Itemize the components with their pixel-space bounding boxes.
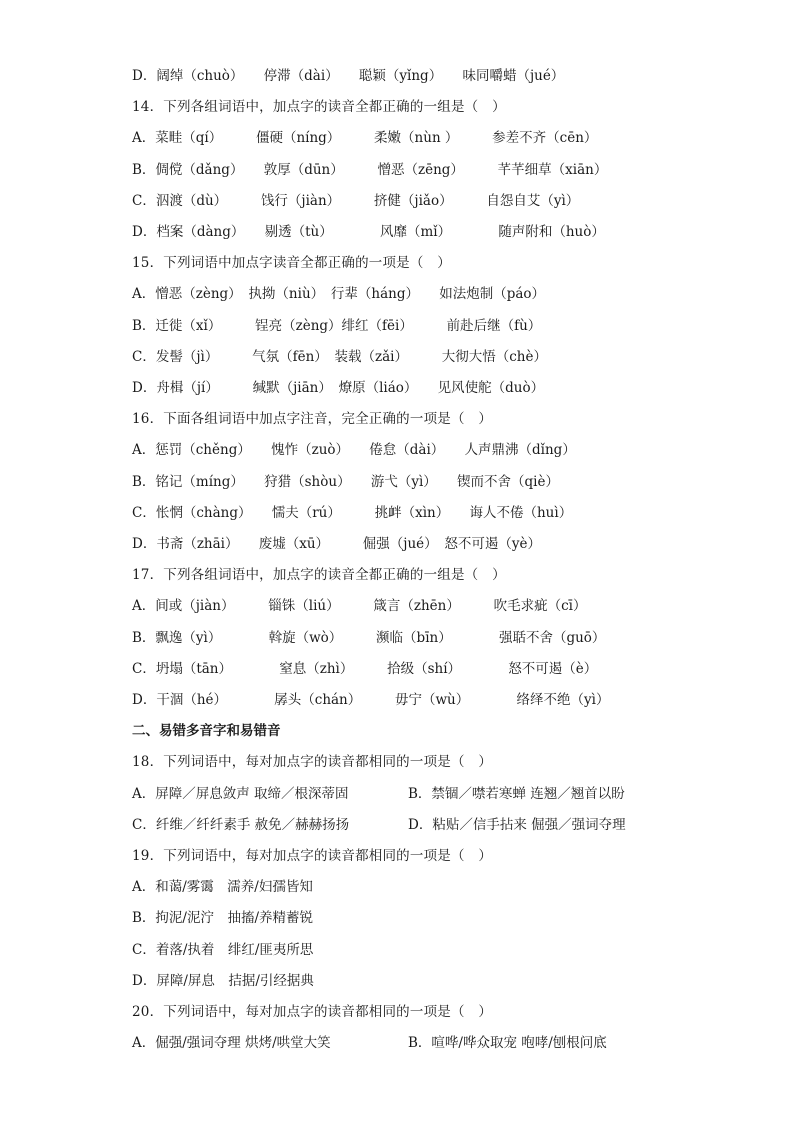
answer-option: B．飘逸（yì） 斡旋（wò） 濒临（bīn） 强聒不舍（guō） — [132, 629, 606, 646]
answer-option: A．间或（jiàn） 锱铢（liú） 箴言（zhēn） 吹毛求疵（cī） — [132, 598, 587, 615]
option-left: A．屏障／屏息敛声 取缔／根深蒂固 — [132, 785, 349, 802]
answer-option: C．发髻（jì） 气氛（fēn） 装载（zǎi） 大彻大悟（chè） — [132, 348, 547, 365]
option-right: D．粘贴／信手拈来 倔强／强词夺理 — [408, 816, 626, 833]
question-stem: 14．下列各组词语中，加点字的读音全都正确的一组是（ ） — [132, 99, 506, 116]
option-left: A．倔强/强词夺理 烘烤/哄堂大笑 — [132, 1035, 331, 1052]
answer-option: B．迁徙（xǐ） 锃亮（zèng）绯红（fēi） 前赴后继（fù） — [132, 317, 542, 334]
question-stem: 17．下列各组词语中，加点字的读音全都正确的一组是（ ） — [132, 567, 506, 584]
section-heading: 二、易错多音字和易错音 — [132, 723, 281, 740]
answer-option: A．和蔼/雾霭 濡养/妇孺皆知 — [132, 879, 313, 896]
answer-option: B．铭记（míng） 狩猎（shòu） 游弋（yì） 锲而不舍（qiè） — [132, 473, 559, 490]
answer-option: C．着落/执着 绯红/匪夷所思 — [132, 941, 314, 958]
question-stem: 19．下列词语中，每对加点字的读音都相同的一项是（ ） — [132, 848, 493, 864]
answer-option: C．坍塌（tān） 窒息（zhì） 拾级（shí） 怒不可遏（è） — [132, 660, 598, 677]
option-left: C．纤维／纤纤素手 赦免／赫赫扬扬 — [132, 816, 350, 833]
question-stem: 20．下列词语中，每对加点字的读音都相同的一项是（ ） — [132, 1004, 493, 1020]
answer-option: C．怅惘（chàng） 懦夫（rú） 挑衅（xìn） 诲人不倦（huì） — [132, 504, 573, 521]
option-right: B．禁锢／噤若寒蝉 连翘／翘首以盼 — [408, 785, 625, 802]
answer-option: A．憎恶（zèng） 执拗（niù） 行辈（háng） 如法炮制（páo） — [132, 286, 546, 303]
answer-option: C．泅渡（dù） 饯行（jiàn） 挤健（jiǎo） 自怨自艾（yì） — [132, 192, 580, 209]
answer-option: A．菜畦（qí） 僵硬（níng） 柔嫩（nùn ） 参差不齐（cēn） — [132, 130, 598, 147]
answer-option: D．阔绰（chuò） 停滞（dài） 聪颖（yǐng） 味同嚼蜡（jué） — [132, 68, 565, 84]
answer-option: A．惩罚（chěng） 愧怍（zuò） 倦怠（dài） 人声鼎沸（dǐng） — [132, 442, 576, 459]
option-right: B．喧哗/哗众取宠 咆哮/刨根问底 — [408, 1035, 607, 1052]
question-stem: 16．下面各组词语中加点字注音，完全正确的一项是（ ） — [132, 411, 493, 428]
answer-option: D．书斋（zhāi） 废墟（xū） 倔强（jué） 怒不可遏（yè） — [132, 536, 542, 552]
question-stem: 15．下列词语中加点字读音全都正确的一项是（ ） — [132, 255, 451, 272]
answer-option: D．干涸（hé） 孱头（chán） 毋宁（wù） 络绎不绝（yì） — [132, 692, 610, 708]
question-stem: 18．下列词语中，每对加点字的读音都相同的一项是（ ） — [132, 754, 493, 771]
answer-option: D．舟楫（jí） 缄默（jiān） 燎原（liáo） 见风使舵（duò） — [132, 380, 545, 396]
answer-option: B．倜傥（dǎng） 敦厚（dūn） 憎恶（zēng） 芊芊细草（xiān） — [132, 161, 608, 178]
answer-option: D．档案（dàng） 剔透（tù） 风靡（mǐ） 随声附和（huò） — [132, 224, 605, 240]
answer-option: B．拘泥/泥泞 抽搐/养精蓄锐 — [132, 910, 314, 927]
answer-option: D．屏障/屏息 拮据/引经据典 — [132, 972, 314, 989]
